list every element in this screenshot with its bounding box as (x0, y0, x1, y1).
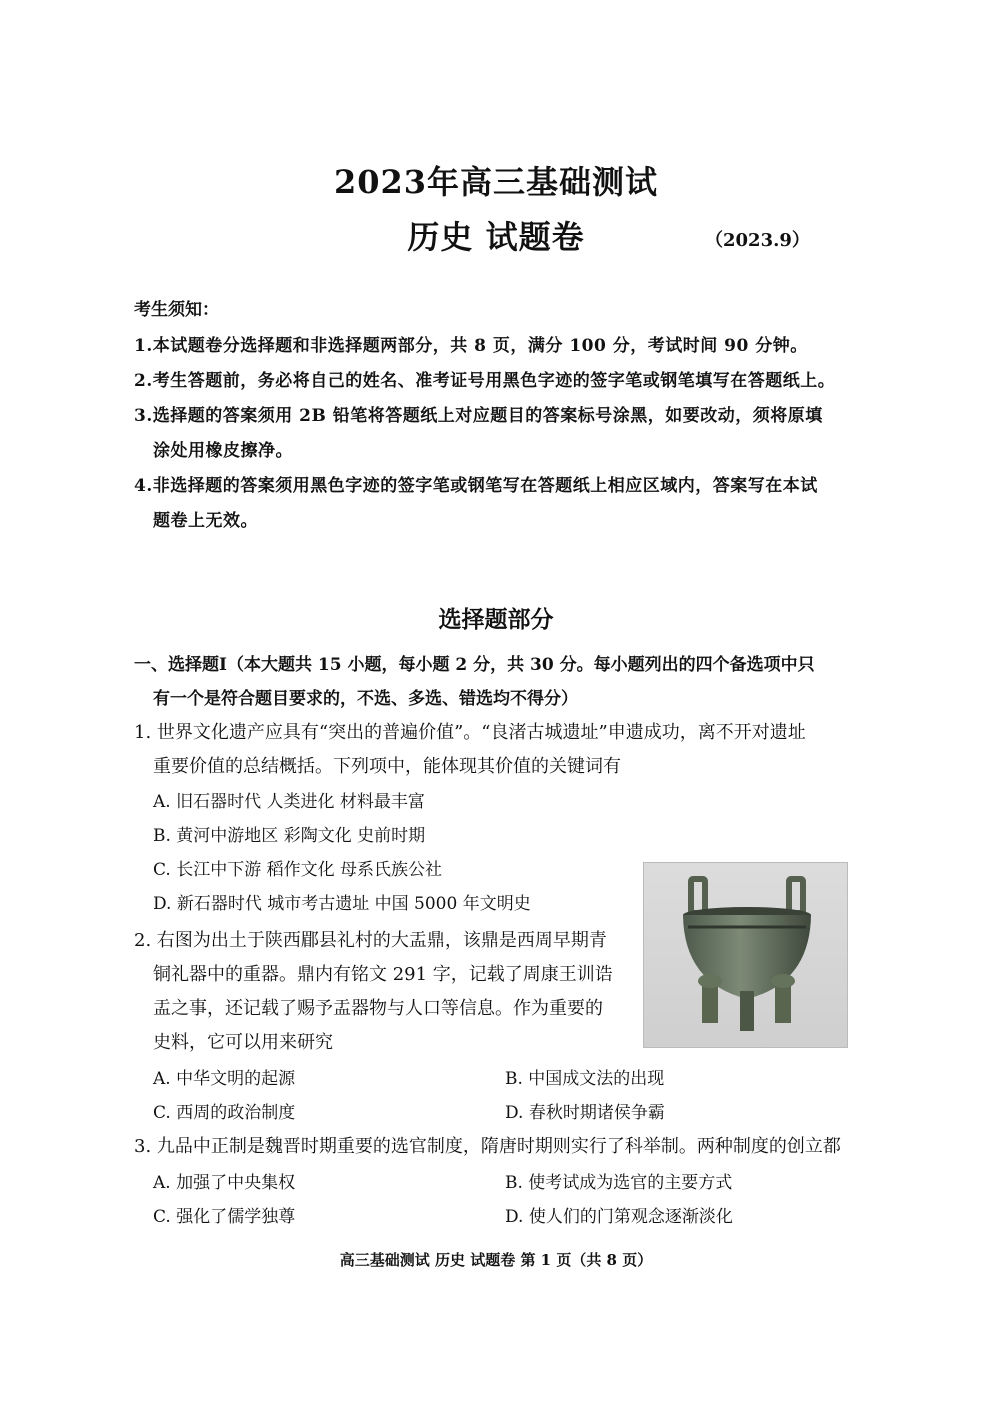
part-heading-cont: 有一个是符合题目要求的，不选、多选、错选均不得分） (153, 689, 578, 709)
q1-stem-cont: 重要价值的总结概括。下列项中，能体现其价值的关键词有 (153, 756, 621, 777)
q2-option-c: C. 西周的政治制度 (153, 1103, 296, 1123)
notice-heading: 考生须知： (134, 300, 219, 320)
q1-option-d: D. 新石器时代 城市考古遗址 中国 5000 年文明史 (153, 894, 531, 914)
q1-option-b: B. 黄河中游地区 彩陶文化 史前时期 (153, 826, 426, 846)
q2-option-d: D. 春秋时期诸侯争霸 (505, 1103, 665, 1123)
q2-option-b: B. 中国成文法的出现 (505, 1069, 665, 1089)
bronze-ding-image (643, 862, 848, 1048)
notice-line-1: 1.本试题卷分选择题和非选择题两部分，共 8 页，满分 100 分，考试时间 90 分钟。 (134, 336, 808, 356)
q1-option-a: A. 旧石器时代 人类进化 材料最丰富 (153, 792, 425, 812)
exam-date: （2023.9） (705, 230, 810, 251)
exam-title: 2023年高三基础测试 (333, 163, 659, 201)
q3-option-d: D. 使人们的门第观念逐渐淡化 (505, 1207, 733, 1227)
section-title: 选择题部分 (438, 606, 554, 633)
part-heading: 一、选择题Ⅰ（本大题共 15 小题，每小题 2 分，共 30 分。每小题列出的四个备选项中只 (134, 655, 815, 675)
notice-line-3: 3.选择题的答案须用 2B 铅笔将答题纸上对应题目的答案标号涂黑，如要改动，须将原填 (134, 406, 823, 426)
ding-illustration (644, 863, 847, 1047)
q3-stem: 3. 九品中正制是魏晋时期重要的选官制度，隋唐时期则实行了科举制。两种制度的创立都 (134, 1136, 841, 1157)
q2-option-a: A. 中华文明的起源 (153, 1069, 296, 1089)
notice-line-4: 4.非选择题的答案须用黑色字迹的签字笔或钢笔写在答题纸上相应区域内，答案写在本试 (134, 476, 818, 496)
exam-subtitle: 历史 试题卷 (407, 218, 585, 256)
notice-line-4-cont: 题卷上无效。 (153, 511, 258, 531)
notice-line-3-cont: 涂处用橡皮擦净。 (153, 441, 293, 461)
q3-option-a: A. 加强了中央集权 (153, 1173, 296, 1193)
q2-stem-cont-3: 史料，它可以用来研究 (153, 1032, 333, 1053)
q1-option-c: C. 长江中下游 稻作文化 母系氏族公社 (153, 860, 443, 880)
page-footer: 高三基础测试 历史 试题卷 第 1 页（共 8 页） (339, 1251, 653, 1269)
q2-stem-cont-2: 盂之事，还记载了赐予盂器物与人口等信息。作为重要的 (153, 998, 603, 1019)
q3-option-b: B. 使考试成为选官的主要方式 (505, 1173, 733, 1193)
q2-stem-cont-1: 铜礼器中的重器。鼎内有铭文 291 字，记载了周康王训诰 (153, 964, 613, 985)
q1-stem: 1. 世界文化遗产应具有“突出的普遍价值”。“良渚古城遗址”申遗成功，离不开对遗址 (134, 722, 806, 743)
notice-line-2: 2.考生答题前，务必将自己的姓名、准考证号用黑色字迹的签字笔或钢笔填写在答题纸上。 (134, 371, 836, 391)
q3-option-c: C. 强化了儒学独尊 (153, 1207, 296, 1227)
q2-stem: 2. 右图为出土于陕西郿县礼村的大盂鼎，该鼎是西周早期青 (134, 930, 607, 951)
